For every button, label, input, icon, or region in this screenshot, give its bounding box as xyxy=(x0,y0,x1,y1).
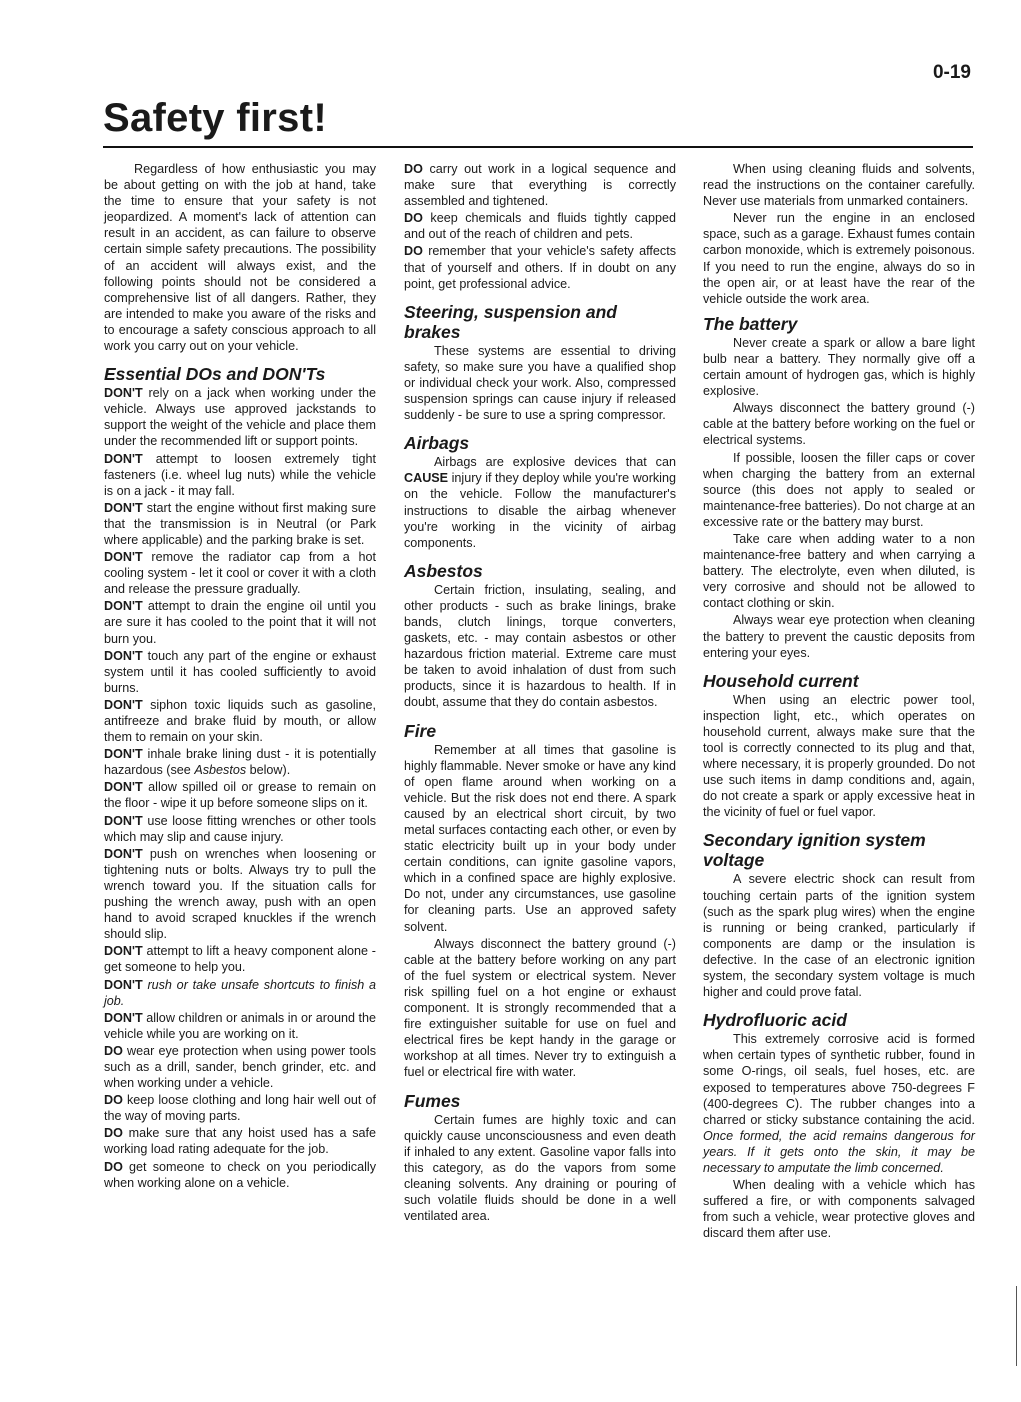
scan-edge-mark xyxy=(1016,1286,1017,1366)
rule-tail: below). xyxy=(246,763,291,778)
section-heading-steering: Steering, suspension and brakes xyxy=(404,301,617,342)
rule-text: attempt to drain the engine oil until you are sure it has cooled to the point that it will not burn you. xyxy=(104,599,376,646)
airbags-lead-text: Airbags are explosive devices that can xyxy=(434,455,676,470)
rule-item xyxy=(104,549,376,597)
section-heading-fumes: Fumes xyxy=(404,1090,461,1111)
rule-item xyxy=(104,648,376,696)
hydrofluoric-paragraph-1 xyxy=(703,1031,975,1176)
rule-item xyxy=(404,210,676,242)
rule-keyword: DON'T xyxy=(104,599,143,614)
fumes-paragraph-2: When using cleaning fluids and solvents, read the instructions on the container carefully. Never use materials from unmarked containers. xyxy=(703,162,975,209)
hydrofluoric-lead-text: This extremely corrosive acid is formed when certain types of synthetic rubber, found in some O-rings, oil seals, fuel hoses, etc. are exposed to temperatures above 750-degrees F (400-degrees C). The rubber changes into a charred or sticky substance containing the acid. xyxy=(703,1032,975,1127)
rule-keyword: DO xyxy=(404,244,423,259)
section-heading-battery: The battery xyxy=(703,313,798,334)
rule-keyword: DON'T xyxy=(104,697,143,712)
rule-item xyxy=(104,385,376,449)
rule-text: use loose fitting wrenches or other tools which may slip and cause injury. xyxy=(104,813,376,844)
section-heading-household-current: Household current xyxy=(703,670,859,691)
fumes-paragraph-3: Never run the engine in an enclosed space, such as a garage. Exhaust fumes contain carbon monoxide, which is extremely poisonous. If you need to run the engine, always do so in the open air, or at least have the rear of the vehicle outside the work area. xyxy=(703,211,975,306)
rule-keyword: DO xyxy=(104,1126,123,1141)
rule-keyword: DON'T xyxy=(104,1010,143,1025)
rule-item xyxy=(104,697,376,745)
rule-text: allow children or animals in or around the vehicle while you are working on it. xyxy=(104,1010,376,1041)
rule-item xyxy=(404,161,676,209)
rule-text: carry out work in a logical sequence and make sure that everything is correctly assembled and tightened. xyxy=(404,162,676,209)
airbags-body-text: injury if they deploy while you're working on the vehicle. Follow the manufacturer's instructions to disable the airbag whenever you're working in the vicinity of airbag components. xyxy=(404,471,676,550)
fire-paragraph-2: Always disconnect the battery ground (-) cable at the battery before working on any part of the fuel system or electrical system. Never risk spilling fuel on a hot engine or exhaust component. It is strongly recommended that a fire extinguisher suitable for use on fuel and electrical fires be kept handy in the garage or workshop at all times. Never try to extinguish a fuel or electrical fire with water. xyxy=(404,936,676,1080)
fumes-paragraph-1: Certain fumes are highly toxic and can quickly cause unconsciousness and even death if inhaled to any extent. Gasoline vapor falls into this category, as do the vapors from some cleaning solvents. Any draining or pouring of such volatile fluids should be done in a well ventilated area. xyxy=(404,1112,676,1224)
rule-text: siphon toxic liquids such as gasoline, antifreeze and brake fluid by mouth, or allow them to remain on your skin. xyxy=(104,697,376,745)
household-paragraph: When using an electric power tool, inspection light, etc., which operates on household current, always make sure that the tool is correctly connected to its plug and that, where necessary, it is properly grounded. Do not use such items in damp conditions and, again, do not create a spark or apply excessive heat in the vicinity of fuel or fuel vapor. xyxy=(703,692,975,820)
rule-keyword: DON'T xyxy=(104,977,143,992)
column-3 xyxy=(703,161,975,1242)
rule-text: touch any part of the engine or exhaust system until it has cooled sufficiently to avoid burns. xyxy=(104,648,376,695)
rule-text: make sure that any hoist used has a safe working load rating adequate for the job. xyxy=(104,1126,376,1157)
rule-text: inhale brake lining dust - it is potentially hazardous (see xyxy=(104,747,376,778)
column-1 xyxy=(104,161,376,1192)
rule-item xyxy=(104,977,376,1009)
section-heading-airbags: Airbags xyxy=(404,433,470,454)
rule-item xyxy=(104,598,376,646)
rule-text: remember that your vehicle's safety affects that of yourself and others. If in doubt on any point, get professional advice. xyxy=(404,244,676,291)
rule-keyword: DON'T xyxy=(104,451,143,466)
rules-list-part-1 xyxy=(104,385,376,1191)
rule-item xyxy=(104,1159,376,1191)
rule-text: allow spilled oil or grease to remain on the floor - wipe it up before someone slips on it. xyxy=(104,780,376,811)
section-heading-asbestos: Asbestos xyxy=(404,560,483,581)
rule-keyword: DON'T xyxy=(104,747,143,762)
title-rule xyxy=(103,146,973,148)
rule-item xyxy=(104,1092,376,1124)
battery-paragraph-5: Always wear eye protection when cleaning the battery to prevent the caustic deposits from entering your eyes. xyxy=(703,613,975,660)
rule-item xyxy=(404,243,676,291)
rule-keyword: DON'T xyxy=(104,944,143,959)
rule-keyword: DO xyxy=(104,1159,123,1174)
rule-item xyxy=(104,500,376,548)
rule-text: keep chemicals and fluids tightly capped and out of the reach of children and pets. xyxy=(404,211,676,242)
rule-emphasis: rush or take unsafe shortcuts to finish a job. xyxy=(104,977,376,1008)
battery-paragraph-1: Never create a spark or allow a bare light bulb near a battery. They normally give off a certain amount of hydrogen gas, which is highly explosive. xyxy=(703,335,975,399)
rule-keyword: DON'T xyxy=(104,648,143,663)
rule-item xyxy=(104,1010,376,1042)
rule-keyword: DO xyxy=(404,162,423,176)
rule-text: push on wrenches when loosening or tightening nuts or bolts. Always try to pull the wrench toward you. If the situation calls for pushing the wrench away, push with an open hand to avoid scraped knuckles if the wrench should slip. xyxy=(104,846,376,942)
rule-item xyxy=(104,746,376,778)
section-heading-essentials: Essential DOs and DON'Ts xyxy=(104,364,326,385)
page-title: Safety first! xyxy=(103,96,327,140)
battery-paragraph-4: Take care when adding water to a non maintenance-free battery and when carrying a battery. The electrolyte, even when diluted, is very corrosive and should not be allowed to contact clothing or skin. xyxy=(703,531,975,611)
rules-list-part-2 xyxy=(404,161,676,292)
battery-paragraph-2: Always disconnect the battery ground (-) cable at the battery before working on the fuel or electrical systems. xyxy=(703,401,975,448)
rule-text: rely on a jack when working under the vehicle. Always use approved jackstands to support the weight of the vehicle and place them under the recommended lift or support points. xyxy=(104,386,376,449)
section-heading-fire: Fire xyxy=(404,720,437,741)
asbestos-paragraph: Certain friction, insulating, sealing, and other products - such as brake linings, brake bands, clutch linings, torque converters, gaskets, etc. - may contain asbestos or other hazardous friction material. Extreme care must be taken to avoid inhalation of dust from such products, since it is hazardous to health. If in doubt, assume that they do contain asbestos. xyxy=(404,582,676,710)
rule-text: start the engine without first making sure that the transmission is in Neutral (or Park where applicable) and the parking brake is set. xyxy=(104,500,376,547)
section-heading-ignition: Secondary ignition system voltage xyxy=(703,830,926,871)
rule-keyword: DO xyxy=(104,1043,123,1058)
rule-keyword: DON'T xyxy=(104,780,143,795)
rule-keyword: DON'T xyxy=(104,386,143,401)
rule-keyword: DO xyxy=(404,211,423,226)
rule-item xyxy=(104,451,376,499)
rule-keyword: DON'T xyxy=(104,813,143,828)
rule-text: attempt to lift a heavy component alone - get someone to help you. xyxy=(104,944,376,975)
hydrofluoric-paragraph-2: When dealing with a vehicle which has suffered a fire, or with components salvaged from such a vehicle, wear protective gloves and discard them after use. xyxy=(703,1178,975,1241)
battery-paragraph-3: If possible, loosen the filler caps or cover when charging the battery from an external source (this does not apply to sealed or maintenance-free batteries). Do not charge at an excessive rate or the battery may burst. xyxy=(703,450,975,529)
rule-item xyxy=(104,813,376,845)
rule-text: remove the radiator cap from a hot cooling system - let it cool or cover it with a cloth and release the pressure gradually. xyxy=(104,550,376,597)
rule-item xyxy=(104,943,376,975)
page-number: 0-19 xyxy=(932,62,971,83)
rule-keyword: DON'T xyxy=(104,550,143,565)
rule-keyword: DO xyxy=(104,1093,123,1108)
rule-text: get someone to check on you periodically when working alone on a vehicle. xyxy=(104,1159,376,1190)
rule-emphasis: Asbestos xyxy=(194,763,247,778)
rule-text: wear eye protection when using power tools such as a drill, sander, bench grinder, etc. and when working under a vehicle. xyxy=(104,1043,376,1091)
section-heading-hydrofluoric: Hydrofluoric acid xyxy=(703,1010,847,1031)
rule-keyword: DON'T xyxy=(104,846,143,861)
intro-paragraph: Regardless of how enthusiastic you may be about getting on with the job at hand, take the time to ensure that your safety is not jeopardized. A moment's lack of attention can result in an accident, as can failure to observe certain simple safety precautions. The possibility of an accident will always exist, and the following points should not be considered a comprehensive list of all dangers. Rather, they are intended to make you aware of the risks and to encourage a safety conscious approach to all work you carry out on your vehicle. xyxy=(104,162,376,354)
ignition-paragraph: A severe electric shock can result from touching certain parts of the ignition system (such as the spark plug wires) when the engine is running or being cranked, particularly if components are damp or the insulation is defective. In the case of an electronic ignition system, the secondary system voltage is much higher and could prove fatal. xyxy=(703,872,975,1000)
rule-item xyxy=(104,1043,376,1091)
rule-item xyxy=(104,846,376,943)
rule-text: keep loose clothing and long hair well out of the way of moving parts. xyxy=(104,1093,376,1124)
rule-item xyxy=(104,779,376,811)
column-2 xyxy=(404,161,676,1225)
rule-keyword: DON'T xyxy=(104,500,143,515)
hydrofluoric-warning-text: Once formed, the acid remains dangerous for years. If it gets onto the skin, it may be necessary to amputate the limb concerned. xyxy=(703,1128,975,1175)
airbags-keyword: CAUSE xyxy=(404,471,449,486)
fire-paragraph-1: Remember at all times that gasoline is highly flammable. Never smoke or have any kind of open flame around when working on a vehicle. But the risk does not end there. A spark caused by an electrical short circuit, by two metal surfaces contacting each other, or even by static electricity built up in your body under certain conditions, can ignite gasoline vapors, which in a confined space are highly explosive. Do not, under any circumstances, use gasoline for cleaning parts. Use an approved safety solvent. xyxy=(404,742,676,934)
steering-paragraph: These systems are essential to driving safety, so make sure you have a qualified shop or individual check your work. Also, compressed suspension springs can cause injury if released suddenly - be sure to use a spring compressor. xyxy=(404,343,676,423)
rule-item xyxy=(104,1125,376,1157)
rule-text: attempt to loosen extremely tight fasteners (i.e. wheel lug nuts) while the vehicle is on a jack - it may fall. xyxy=(104,451,376,498)
airbags-paragraph xyxy=(404,454,676,551)
